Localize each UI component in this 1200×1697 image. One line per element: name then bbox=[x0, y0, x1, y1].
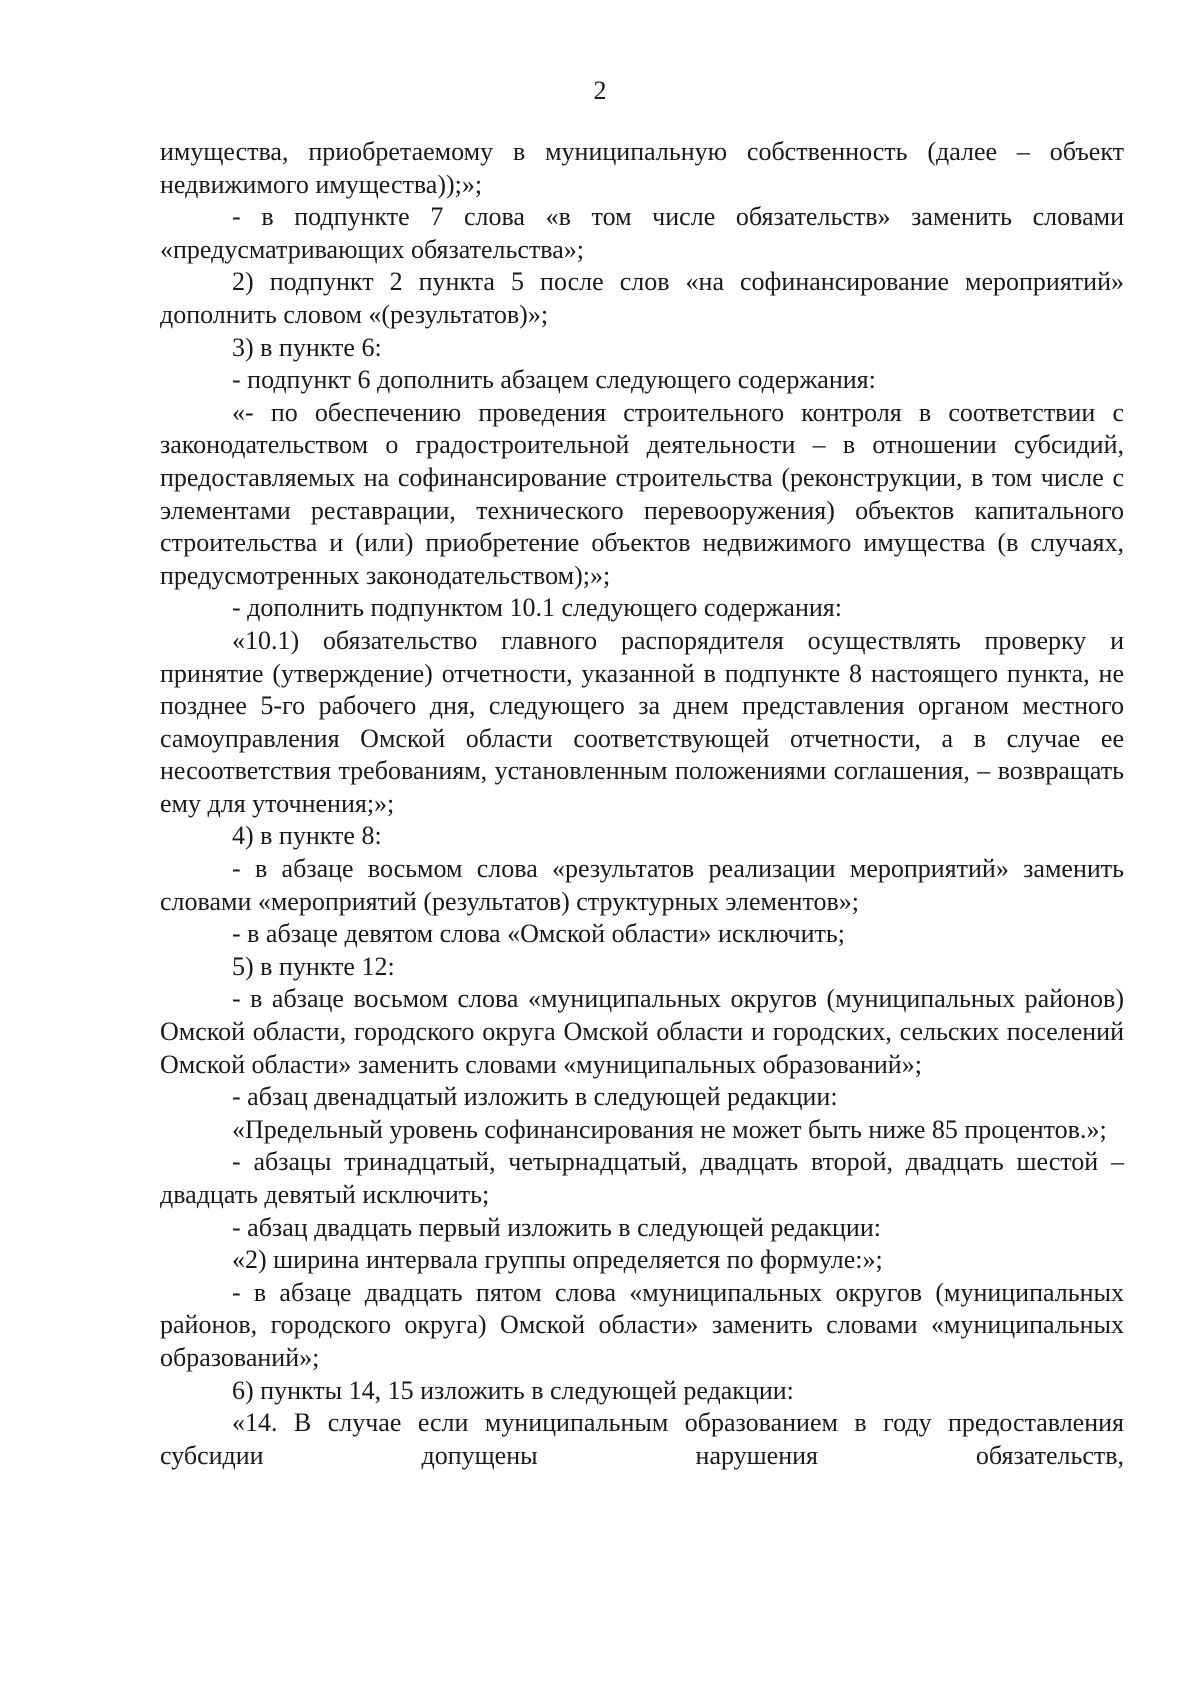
page-number: 2 bbox=[593, 76, 607, 105]
paragraph: - в абзаце восьмом слова «муниципальных округов (муниципальных районов) Омской области, городского округа Омской области и городских, сельских поселений Омской области» заменить словами «муниципальных образований»; bbox=[160, 984, 1124, 1079]
paragraph: - в абзаце восьмом слова «результатов реализации мероприятий» заменить словами «мероприятий (результатов) структурных элементов»; bbox=[160, 854, 1124, 916]
document-body bbox=[160, 136, 1124, 1472]
paragraph: - в подпункте 7 слова «в том числе обязательств» заменить словами «предусматривающих обязательства»; bbox=[160, 202, 1124, 264]
paragraph: - в абзаце девятом слова «Омской области» исключить; bbox=[232, 919, 845, 949]
paragraph: 6) пункты 14, 15 изложить в следующей редакции: bbox=[232, 1375, 794, 1405]
paragraph: 5) в пункте 12: bbox=[232, 951, 395, 981]
paragraph: - в абзаце двадцать пятом слова «муниципальных округов (муниципальных районов, городского округа) Омской области» заменить словами «муниципальных образований»; bbox=[160, 1277, 1124, 1372]
paragraph: «Предельный уровень софинансирования не может быть ниже 85 процентов.»; bbox=[232, 1114, 1107, 1144]
paragraph: 3) в пункте 6: bbox=[232, 332, 382, 362]
paragraph: имущества, приобретаемому в муниципальную собственность (далее – объект недвижимого имущества));»; bbox=[160, 137, 1124, 199]
paragraph: - абзацы тринадцатый, четырнадцатый, двадцать второй, двадцать шестой – двадцать девятый исключить; bbox=[160, 1147, 1124, 1209]
paragraph: - абзац двадцать первый изложить в следующей редакции: bbox=[232, 1212, 881, 1242]
paragraph: - абзац двенадцатый изложить в следующей редакции: bbox=[232, 1082, 838, 1112]
paragraph: - дополнить подпунктом 10.1 следующего содержания: bbox=[232, 593, 842, 623]
paragraph: «14. В случае если муниципальным образованием в году предоставления субсидии допущены нарушения обязательств, bbox=[160, 1408, 1124, 1470]
paragraph: «- по обеспечению проведения строительного контроля в соответствии с законодательством о градостроительной деятельности – в отношении субсидий, предоставляемых на софинансирование строительства (реконструкции, в том числе с элементами реставрации, технического перевооружения) объектов капитального строительства и (или) приобретение объектов недвижимого имущества (в случаях, предусмотренных законодательством);»; bbox=[160, 397, 1124, 590]
paragraph: 2) подпункт 2 пункта 5 после слов «на софинансирование мероприятий» дополнить словом «(результатов)»; bbox=[160, 267, 1124, 329]
paragraph: - подпункт 6 дополнить абзацем следующего содержания: bbox=[232, 365, 876, 395]
paragraph: «10.1) обязательство главного распорядителя осуществлять проверку и принятие (утверждение) отчетности, указанной в подпункте 8 настоящего пункта, не позднее 5-го рабочего дня, следующего за днем представления органом местного самоуправления Омской области соответствующей отчетности, а в случае ее несоответствия требованиям, установленным положениями соглашения, – возвращать ему для уточнения;»; bbox=[160, 625, 1124, 818]
paragraph: «2) ширина интервала группы определяется по формуле:»; bbox=[232, 1245, 883, 1275]
paragraph: 4) в пункте 8: bbox=[232, 821, 382, 851]
